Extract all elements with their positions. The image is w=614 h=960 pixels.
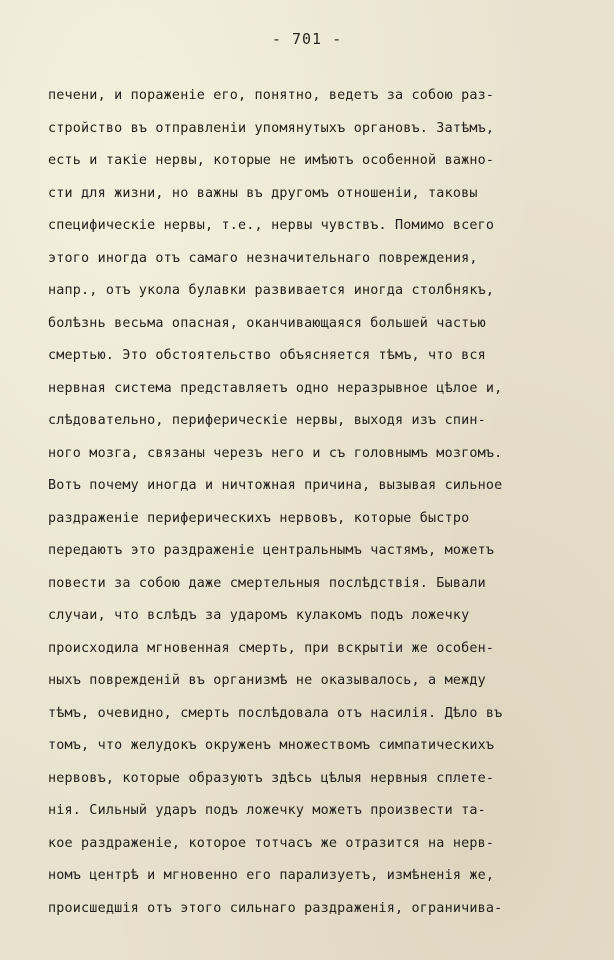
- text-line: происшедшія отъ этого сильнаго раздраженія, ограничива-: [48, 900, 503, 916]
- text-line: этого иногда отъ самаго незначительнаго повреждения,: [48, 250, 478, 266]
- text-line: происходила мгновенная смерть, при вскрытіи же особен-: [48, 640, 495, 656]
- text-line: томъ, что желудокъ окруженъ множествомъ симпатическихъ: [48, 738, 495, 753]
- text-line: смертью. Это обстоятельство объясняется тѣмъ, что вся: [48, 348, 486, 363]
- text-line: слѣдовательно, периферическіе нервы, выходя изъ спин-: [48, 413, 486, 428]
- text-line: случаи, что вслѣдъ за ударомъ кулакомъ подъ ложечку: [48, 608, 470, 623]
- text-line: печени, и пораженіе его, понятно, ведетъ за собою раз-: [48, 88, 495, 103]
- text-line: специфическіе нервы, т.е., нервы чувствъ. Помимо всего: [48, 218, 495, 233]
- text-line: есть и такіе нервы, которые не имѣютъ особенной важно-: [48, 153, 495, 168]
- text-line: сти для жизни, но важны въ другомъ отношеніи, таковы: [48, 185, 478, 201]
- text-line: повести за собою даже смертельныя послѣдствія. Бывали: [48, 575, 486, 591]
- text-line: нервная система представляетъ одно неразрывное цѣлое и,: [48, 380, 503, 396]
- text-line: нія. Сильный ударъ подъ ложечку можетъ произвести та-: [48, 803, 486, 818]
- text-line: ного мозга, связаны черезъ него и съ головнымъ мозгомъ.: [48, 445, 503, 461]
- text-line: передаютъ это раздраженіе центральнымъ частямъ, можетъ: [48, 543, 495, 558]
- text-line: кое раздраженіе, которое тотчасъ же отразится на нерв-: [48, 835, 495, 851]
- text-line: нервовъ, которые образуютъ здѣсь цѣлыя нервныя сплете-: [48, 770, 495, 786]
- text-line: болѣзнь весьма опасная, оканчивающаяся большей частью: [48, 315, 486, 331]
- body-text: [48, 80, 594, 925]
- text-line: стройство въ отправленіи упомянутыхъ органовъ. Затѣмъ,: [48, 120, 495, 136]
- text-line: номъ центрѣ и мгновенно его парализуетъ, измѣненія же,: [48, 868, 495, 883]
- text-line: Вотъ почему иногда и ничтожная причина, вызывая сильное: [48, 478, 503, 493]
- text-line: раздраженіе периферическихъ нервовъ, которые быстро: [48, 510, 470, 526]
- text-line: напр., отъ укола булавки развивается иногда столбнякъ,: [48, 283, 495, 298]
- page-number: - 701 -: [271, 30, 343, 48]
- text-line: ныхъ поврежденій въ организмѣ не оказывалось, а между: [48, 673, 486, 688]
- text-line: тѣмъ, очевидно, смерть послѣдовала отъ насилія. Дѣло въ: [48, 705, 503, 721]
